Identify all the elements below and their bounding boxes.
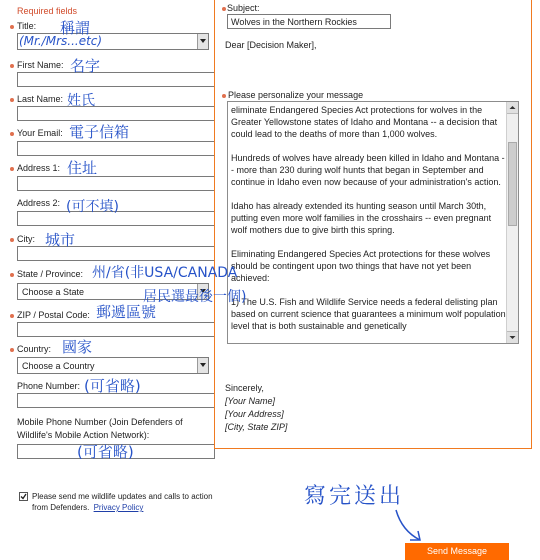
signature-address: [Your Address]	[225, 409, 284, 419]
email-label: Your Email:	[17, 128, 63, 138]
annotation-title-hint: (Mr./Mrs...etc)	[19, 34, 103, 48]
annotation-city: 城市	[45, 231, 76, 249]
annotation-first-name: 名字	[70, 57, 101, 75]
zip-field[interactable]	[17, 322, 215, 337]
required-dot	[10, 64, 14, 68]
required-dot	[10, 238, 14, 242]
first-name-label: First Name:	[17, 60, 64, 70]
annotation-last-name: 姓氏	[67, 93, 95, 109]
required-dot	[10, 98, 14, 102]
personalize-label: Please personalize your message	[228, 90, 364, 100]
address1-label: Address 1:	[17, 163, 61, 173]
address2-label: Address 2:	[17, 198, 61, 208]
checkmark-icon	[20, 493, 27, 500]
required-dot	[10, 314, 14, 318]
chevron-down-icon	[197, 34, 208, 49]
privacy-policy-link[interactable]: Privacy Policy	[93, 503, 144, 512]
annotation-country: 國家	[62, 338, 93, 356]
message-textarea[interactable]	[227, 101, 519, 344]
annotation-phone: (可省略)	[84, 377, 141, 395]
closing: Sincerely,	[225, 383, 264, 393]
annotation-state2: 居民選最後一個)	[143, 289, 247, 305]
annotation-zip: 郵遞區號	[96, 303, 157, 321]
message-paragraph: eliminate Endangered Species Act protections for wolves in the Greater Yellowstone states of Idaho and Montana -- a decision that could lead to the deaths of more than 1,000 wolves.	[231, 105, 498, 139]
annotation-state: 州/省(非USA/CANADA	[92, 265, 238, 281]
annotation-title: 稱謂	[60, 19, 91, 37]
city-label: City:	[17, 234, 35, 244]
phone-label: Phone Number:	[17, 381, 81, 391]
required-dot	[10, 348, 14, 352]
signature-city: [City, State ZIP]	[225, 422, 288, 432]
letter-greeting: Dear [Decision Maker],	[225, 40, 317, 50]
chevron-down-icon	[197, 358, 208, 373]
zip-label: ZIP / Postal Code:	[17, 310, 90, 320]
email-field[interactable]	[17, 141, 215, 156]
mobile-label-line1: Mobile Phone Number (Join Defenders of	[17, 417, 183, 427]
optin-text-line2-label: from Defenders.	[32, 503, 90, 512]
required-dot	[222, 7, 226, 11]
required-note: Required fields	[17, 6, 78, 16]
last-name-label: Last Name:	[17, 94, 64, 104]
message-paragraph: Eliminating Endangered Species Act protections for these wolves should be contingent upon two things that have not yet been achieved:	[231, 249, 491, 283]
title-label: Title:	[17, 21, 37, 31]
optin-text-line1: Please send me wildlife updates and calls to action	[32, 492, 213, 501]
message-scrollbar[interactable]	[506, 102, 518, 343]
country-select[interactable]	[17, 357, 209, 374]
message-paragraph: 1) The U.S. Fish and Wildlife Service needs a federal delisting plan based on current science that guarantees a minimum wolf population level that is both sustainable and genetically	[231, 297, 506, 331]
message-paragraph: Hundreds of wolves have already been killed in Idaho and Montana -- more than 230 during wolf hunts that began in September and continue in Idaho even now because of your administration's action.	[231, 153, 505, 187]
signature-name: [Your Name]	[225, 396, 276, 406]
send-message-button[interactable]: Send Message	[405, 543, 509, 560]
required-dot	[10, 273, 14, 277]
required-dot	[222, 94, 226, 98]
country-label: Country:	[17, 344, 52, 354]
subject-field[interactable]: Wolves in the Northern Rockies	[227, 14, 391, 29]
scrollbar-thumb[interactable]	[508, 142, 517, 226]
first-name-field[interactable]	[17, 72, 215, 87]
state-select-value: Choose a State	[22, 287, 85, 297]
last-name-field[interactable]	[17, 106, 215, 121]
annotation-address1: 住址	[67, 159, 98, 177]
optin-text-line2	[32, 503, 143, 512]
mobile-label-line2: Wildlife's Mobile Action Network):	[17, 430, 150, 440]
scroll-up-icon[interactable]	[507, 102, 518, 114]
annotation-mobile: (可省略)	[77, 443, 134, 461]
state-label: State / Province:	[17, 269, 84, 279]
message-body	[231, 104, 507, 344]
subject-label: Subject:	[227, 3, 260, 13]
required-dot	[10, 167, 14, 171]
required-dot	[10, 25, 14, 29]
optin-checkbox[interactable]	[19, 492, 28, 501]
message-paragraph: Idaho has already extended its hunting season until March 30th, putting even more wolf families in the crosshairs -- even pregnant wolf mothers due to give birth this spring.	[231, 201, 492, 235]
annotation-address2: (可不填)	[66, 199, 119, 215]
annotation-send-note: 寫完送出	[304, 484, 405, 509]
scroll-down-icon[interactable]	[507, 331, 518, 343]
arrow-annotation-icon	[388, 506, 428, 546]
required-dot	[10, 132, 14, 136]
address1-field[interactable]	[17, 176, 215, 191]
annotation-email: 電子信箱	[69, 123, 130, 141]
country-select-value: Choose a Country	[22, 361, 95, 371]
